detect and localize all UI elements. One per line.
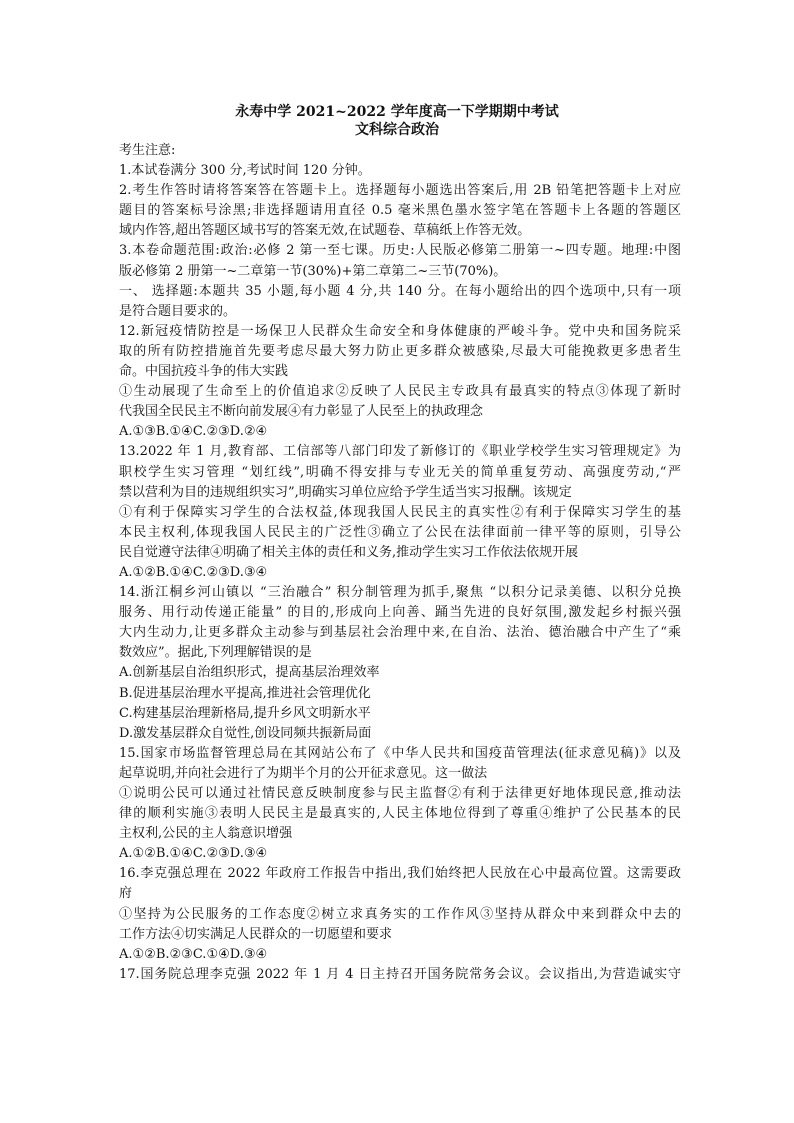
question-statement: 本民主权利,体现我国人民民主的广泛性③确立了公民在法律面前一律平等的原则，引导公 <box>119 524 681 540</box>
question-15 <box>119 744 681 865</box>
question-statement: ①生动展现了生命至上的价值追求②反映了人民民主专政具有最真实的特点③体现了新时 <box>119 384 681 400</box>
exam-subtitle: 文科综合政治 <box>355 122 439 138</box>
question-14 <box>119 583 681 744</box>
question-13 <box>119 442 681 583</box>
answer-options: A.①②B.①④C.②③D.③④ <box>119 846 268 862</box>
question-statement: 主权利,公民的主人翁意识增强 <box>119 826 293 842</box>
exam-title: 永寿中学 2021~2022 学年度高一下学期期中考试 <box>235 104 559 120</box>
exam-body <box>119 141 681 985</box>
question-stem: 15.国家市场监督管理总局在其网站公布了《中华人民共和国疫苗管理法(征求意见稿)》以及 <box>119 745 681 761</box>
question-stem: 17.国务院总理李克强 2022 年 1 月 4 日主持召开国务院常务会议。会议指出,为营造诚实守 <box>119 966 681 982</box>
question-stem: 16.李克强总理在 2022 年政府工作报告中指出,我们始终把人民放在心中最高位置。这需要政 <box>119 866 681 882</box>
question-statement: ①坚持为公民服务的工作态度②树立求真务实的工作作风③坚持从群众中来到群众中去的 <box>119 906 681 922</box>
question-stem: 12.新冠疫情防控是一场保卫人民群众生命安全和身体健康的严峻斗争。党中央和国务院采 <box>119 323 681 339</box>
question-statement: 民自觉遵守法律④明确了相关主体的责任和义务,推动学生实习工作依法依规开展 <box>119 544 579 560</box>
answer-options: A.①②B.②③C.①④D.③④ <box>119 946 268 962</box>
question-statement: 工作方法④切实满足人民群众的一切愿望和要求 <box>119 926 393 942</box>
notice-line: 2.考生作答时请将答案答在答题卡上。选择题每小题选出答案后,用 2B 铅笔把答题卡上对应 <box>119 183 681 199</box>
section-heading: 是符合题目要求的。 <box>119 303 237 319</box>
question-stem: 禁以营利为目的违规组织实习”,明确实习单位应给予学生适当实习报酬。该规定 <box>119 484 572 500</box>
question-statement: ①说明公民可以通过社情民意反映制度参与民主监督②有利于法律更好地体现民意,推动法 <box>119 786 681 801</box>
notice-line: 题目的答案标号涂黑;非选择题请用直径 0.5 毫米黑色墨水签字笔在答题卡上各题的答题区 <box>119 203 681 219</box>
answer-options: A.①②B.①④C.②③D.③④ <box>119 564 268 580</box>
question-12 <box>119 322 681 443</box>
question-stem: 起草说明,并向社会进行了为期半个月的公开征求意见。这一做法 <box>119 765 488 781</box>
question-stem: 14.浙江桐乡河山镇以 “三治融合” 积分制管理为抓手,聚焦 “以积分记录美德、以积分兑换 <box>119 585 681 601</box>
question-statement: ①有利于保障实习学生的合法权益,体现我国人民民主的真实性②有利于保障实习学生的基 <box>119 504 681 520</box>
answer-options: A.①③B.①④C.②③D.②④ <box>119 424 268 440</box>
answer-option-b: B.促进基层治理水平提高,推进社会管理优化 <box>119 685 371 701</box>
question-stem: 职校学生实习管理 “划红线”,明确不得安排与专业无关的简单重复劳动、高强度劳动,“严 <box>119 464 681 480</box>
question-stem: 命。中国抗疫斗争的伟大实践 <box>119 364 289 380</box>
question-stem: 13.2022 年 1 月,教育部、工信部等八部门印发了新修订的《职业学校学生实习管理规定》为 <box>119 444 681 460</box>
question-stem: 服务、用行动传递正能量” 的目的,形成向上向善、踊当先进的良好氛围,激发起乡村振兴强 <box>119 605 681 621</box>
question-statement: 律的顺利实施③表明人民民主是最真实的,人民主体地位得到了尊重④维护了公民基本的民 <box>119 806 681 822</box>
answer-option-c: C.构建基层治理新格局,提升乡风文明新水平 <box>119 705 371 721</box>
notice-line: 3.本卷命题范围:政治:必修 2 第一至七课。历史:人民版必修第二册第一~四专题。地理:中图 <box>119 243 681 259</box>
question-statement: 代我国全民民主不断向前发展④有力彰显了人民至上的执政理念 <box>119 404 484 420</box>
question-17 <box>119 965 681 985</box>
question-stem: 取的所有防控措施首先要考虑尽最大努力防止更多群众被感染,尽最大可能挽救更多患者生 <box>119 343 681 359</box>
question-stem: 府 <box>119 886 133 902</box>
notice-line: 1.本试卷满分 300 分,考试时间 120 分钟。 <box>119 163 371 179</box>
notice-line: 版必修第 2 册第一~二章第一节(30%)+第二章第二~三节(70%)。 <box>119 263 507 279</box>
answer-option-d: D.激发基层群众自觉性,创设同频共振新局面 <box>119 725 372 741</box>
question-stem: 数效应”。据此,下列理解错误的是 <box>119 645 312 661</box>
notice-line: 域内作答,超出答题区域书写的答案无效,在试题卷、草稿纸上作答无效。 <box>119 223 531 239</box>
answer-option-a: A.创新基层自治组织形式，提高基层治理效率 <box>119 665 380 681</box>
question-16 <box>119 864 681 964</box>
section-heading: 一、 选择题:本题共 35 小题,每小题 4 分,共 140 分。在每小题给出的四个选项中,只有一项 <box>119 283 681 299</box>
question-stem: 大内生动力,让更多群众主动参与到基层社会治理中来,在自治、法治、德治融合中产生了“乘 <box>119 625 681 641</box>
notice-heading: 考生注意: <box>119 143 176 158</box>
